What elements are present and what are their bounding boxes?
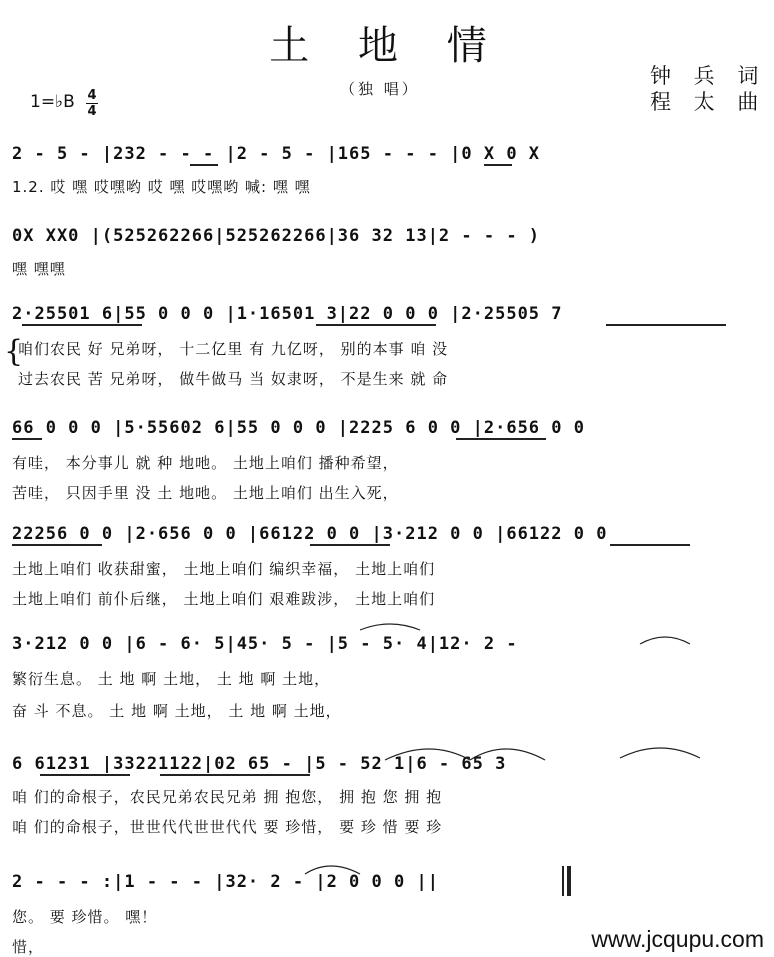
slur — [620, 748, 700, 758]
lyric-line-7a: 咱 们的命根子，农民兄弟农民兄弟 拥 抱您， 拥 抱 您 拥 抱 — [12, 788, 443, 806]
notation-line-4: 66 0 0 0 |5·55602 6|55 0 0 0 |2225 6 0 0 |2·656 0 0 — [12, 418, 585, 438]
lyric-line-4a: 有哇， 本分事儿 就 种 地吔。 土地上咱们 播种希望， — [12, 454, 399, 472]
lyric-line-7b: 咱 们的命根子，世世代代世世代代 要 珍惜， 要 珍 惜 要 珍 — [12, 818, 443, 836]
slur — [470, 749, 545, 760]
time-bottom: 4 — [87, 104, 97, 119]
lyric-line-8a: 您。 要 珍惜。 嘿！ — [12, 908, 158, 926]
notation-line-5: 22256 0 0 |2·656 0 0 |66122 0 0 |3·212 0 0 |66122 0 0 — [12, 524, 608, 544]
lyric-line-1: 1.2. 哎 嘿 哎嘿哟 哎 嘿 哎嘿哟 喊: 嘿 嘿 — [12, 178, 311, 196]
time-top: 4 — [87, 88, 97, 103]
key-signature: 1=♭B — [30, 92, 75, 112]
lyric-line-4b: 苦哇， 只因手里 没 土 地吔。 土地上咱们 出生入死， — [12, 484, 399, 502]
lyric-line-3a: 咱们农民 好 兄弟呀， 十二亿里 有 九亿呀， 别的本事 咱 没 — [18, 340, 449, 358]
notation-line-3: 2·25501 6|55 0 0 0 |1·16501 3|22 0 0 0 |2·25505 7 — [12, 304, 563, 324]
composer-credit: 程 太 曲 — [650, 90, 767, 114]
lyric-line-2: 嘿 嘿嘿 — [12, 260, 66, 278]
notation-line-7: 6 61231 |33221122|02 65 - |5 - 52 1|6 - 65 3 — [12, 754, 507, 774]
slur — [305, 866, 360, 874]
lyric-line-6a: 繁衍生息。 土 地 啊 土地， 土 地 啊 土地， — [12, 670, 331, 688]
watermark: www.jcqupu.com — [591, 926, 764, 952]
notation-line-6: 3·212 0 0 |6 - 6· 5|45· 5 - |5 - 5· 4|12· 2 - — [12, 634, 518, 654]
lyricist-credit: 钟 兵 词 — [650, 64, 767, 88]
notation-line-1: 2 - 5 - |232 - - - |2 - 5 - |165 - - - |0 X 0 X — [12, 144, 541, 164]
subtitle: （独 唱） — [340, 80, 420, 98]
notation-line-8: 2 - - - :|1 - - - |32· 2 - |2 0 0 0 || — [12, 872, 439, 892]
slur — [385, 749, 470, 760]
lyric-line-5b: 土地上咱们 前仆后继， 土地上咱们 艰难跋涉， 土地上咱们 — [12, 590, 436, 608]
lyric-line-5a: 土地上咱们 收获甜蜜， 土地上咱们 编织幸福， 土地上咱们 — [12, 560, 436, 578]
lyric-line-8b: 惜， — [12, 938, 45, 956]
slur — [360, 624, 420, 630]
lyric-line-6b: 奋 斗 不息。 土 地 啊 土地， 土 地 啊 土地， — [12, 702, 342, 720]
verse-brace: { — [4, 334, 24, 369]
notation-line-2: 0X XX0 |(525262266|525262266|36 32 13|2 - - - ) — [12, 226, 541, 246]
song-title: 土 地 情 — [269, 23, 505, 69]
lyric-line-3b: 过去农民 苦 兄弟呀， 做牛做马 当 奴隶呀， 不是生来 就 命 — [18, 370, 449, 388]
slur — [640, 637, 690, 644]
